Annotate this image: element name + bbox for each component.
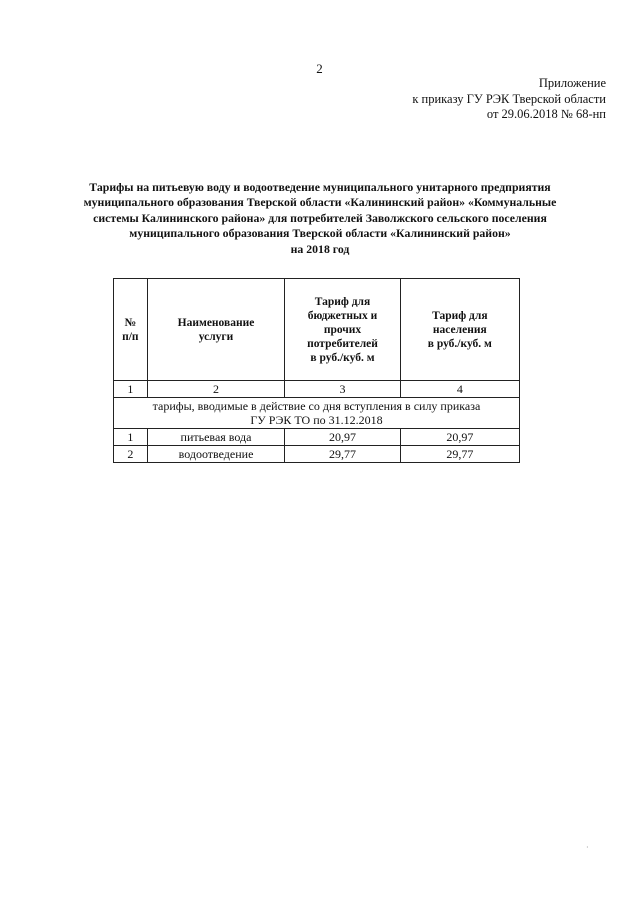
tariff-table [113, 278, 520, 463]
row-population-tariff: 29,77 [400, 446, 519, 463]
section-row [114, 398, 520, 429]
row-population-tariff: 20,97 [400, 429, 519, 446]
appendix-order: к приказу ГУ РЭК Тверской области [412, 91, 606, 106]
table-row [114, 446, 520, 463]
column-index: 1 [114, 381, 148, 398]
header-number: № п/п [114, 279, 148, 381]
row-number: 1 [114, 429, 148, 446]
header-service-name: Наименование услуги [147, 279, 285, 381]
title-line-4: муниципального образования Тверской области «Калининский район» [129, 226, 511, 241]
section-caption: тарифы, вводимые в действие со дня вступления в силу приказа ГУ РЭК ТО по 31.12.2018 [114, 398, 520, 429]
appendix-label: Приложение [538, 76, 606, 90]
column-index: 4 [400, 381, 519, 398]
header-budget-tariff: Тариф для бюджетных и прочих потребителей в руб./куб. м [285, 279, 400, 381]
row-budget-tariff: 20,97 [285, 429, 400, 446]
row-service-name: водоотведение [147, 446, 285, 463]
appendix-date: от 29.06.2018 № 68-нп [486, 107, 606, 121]
title-line-2: муниципального образования Тверской области «Калининский район» «Коммунальные [83, 195, 557, 210]
title-line-1: Тарифы на питьевую воду и водоотведение муниципального унитарного предприятия [89, 180, 551, 194]
row-budget-tariff: 29,77 [285, 446, 400, 463]
row-number: 2 [114, 446, 148, 463]
column-index: 2 [147, 381, 285, 398]
title-line-5: на 2018 год [290, 241, 350, 256]
column-index-row [114, 381, 520, 398]
appendix-reference [412, 76, 606, 123]
document-title [55, 180, 585, 257]
header-population-tariff: Тариф для населения в руб./куб. м [400, 279, 519, 381]
table-row [114, 429, 520, 446]
column-index: 3 [285, 381, 400, 398]
title-line-3: системы Калининского района» для потребителей Заволжского сельского поселения [93, 210, 547, 225]
page-number: 2 [316, 61, 323, 76]
row-service-name: питьевая вода [147, 429, 285, 446]
header-row [114, 279, 520, 381]
scan-speck: · [586, 843, 589, 852]
